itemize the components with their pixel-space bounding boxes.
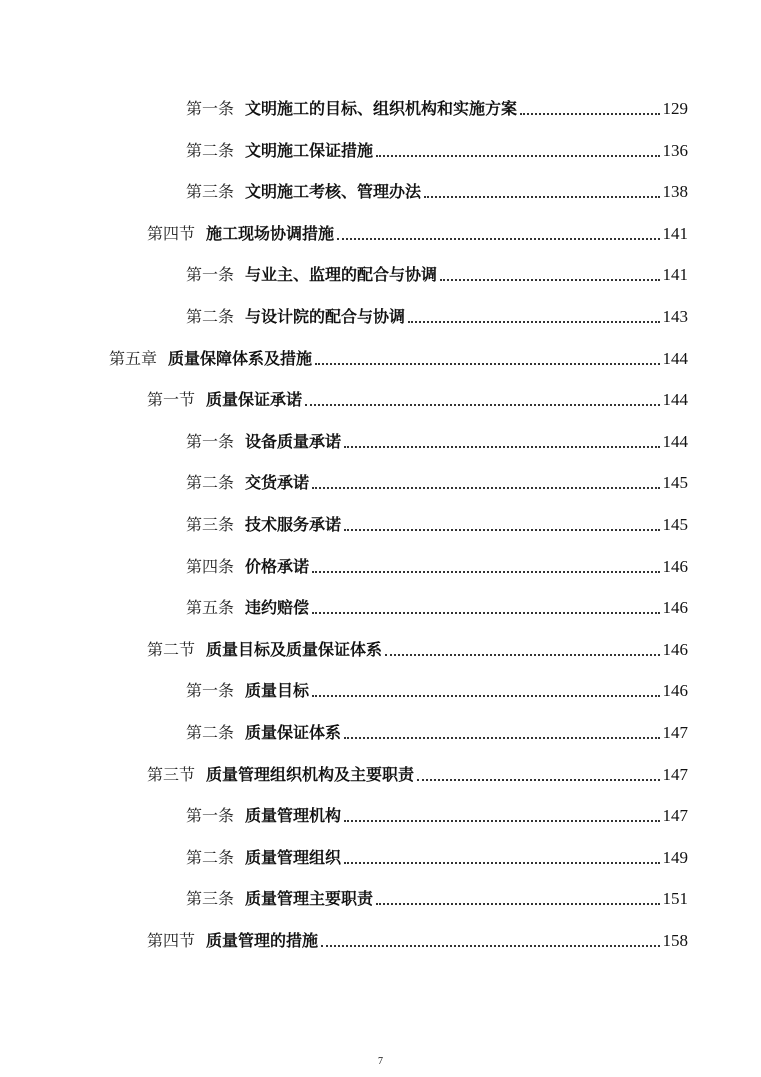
toc-entry-number: 第四节	[147, 931, 196, 950]
toc-entry-page: 146	[662, 640, 688, 659]
toc-entry-number: 第二条	[186, 848, 235, 867]
toc-entry-title: 质量保证承诺	[206, 390, 303, 409]
dot-leader	[312, 695, 659, 697]
toc-entry-number: 第一条	[186, 806, 235, 825]
toc-entry-page: 136	[662, 141, 688, 160]
toc-entry-number: 第二条	[186, 307, 235, 326]
toc-entry[interactable]	[186, 464, 688, 494]
dot-leader	[344, 529, 659, 531]
toc-entry-title: 质量保障体系及措施	[168, 349, 313, 368]
toc-entry[interactable]	[186, 132, 688, 162]
toc-entry[interactable]	[186, 423, 688, 453]
toc-entry-number: 第四条	[186, 557, 235, 576]
dot-leader	[440, 279, 659, 281]
dot-leader	[321, 945, 659, 947]
toc-entry-title: 违约赔偿	[245, 598, 310, 617]
dot-leader	[344, 820, 659, 822]
toc-entry-page: 146	[662, 557, 688, 576]
toc-entry[interactable]	[186, 797, 688, 827]
toc-entry-title: 与设计院的配合与协调	[245, 307, 406, 326]
toc-entry-page: 144	[662, 432, 688, 451]
dot-leader	[385, 654, 659, 656]
toc-entry-page: 158	[662, 931, 688, 950]
toc-entry[interactable]	[186, 880, 688, 910]
toc-entry-number: 第一条	[186, 432, 235, 451]
dot-leader	[312, 612, 659, 614]
toc-entry-title: 设备质量承诺	[245, 432, 342, 451]
toc-entry[interactable]	[186, 672, 688, 702]
toc-entry[interactable]	[186, 256, 688, 286]
toc-entry-page: 151	[662, 889, 688, 908]
toc-entry-number: 第二节	[147, 640, 196, 659]
toc-entry[interactable]	[186, 548, 688, 578]
toc-entry-page: 147	[662, 765, 688, 784]
toc-entry[interactable]	[147, 631, 688, 661]
toc-entry-page: 138	[662, 182, 688, 201]
toc-entry-number: 第二条	[186, 473, 235, 492]
dot-leader	[520, 113, 659, 115]
toc-entry[interactable]	[186, 298, 688, 328]
toc-entry[interactable]	[186, 506, 688, 536]
toc-entry[interactable]	[147, 381, 688, 411]
toc-entry-title: 文明施工保证措施	[245, 141, 374, 160]
toc-entry-page: 146	[662, 681, 688, 700]
page-number: 7	[378, 1056, 383, 1067]
toc-entry[interactable]	[186, 714, 688, 744]
toc-entry-title: 质量管理机构	[245, 806, 342, 825]
toc-entry-title: 质量管理组织	[245, 848, 342, 867]
toc-entry-number: 第三条	[186, 889, 235, 908]
toc-entry[interactable]	[147, 756, 688, 786]
toc-entry[interactable]	[147, 215, 688, 245]
toc-entry-title: 质量保证体系	[245, 723, 342, 742]
toc-entry-number: 第二条	[186, 141, 235, 160]
toc-entry-page: 143	[662, 307, 688, 326]
dot-leader	[376, 903, 659, 905]
toc-entry-title: 质量管理的措施	[206, 931, 319, 950]
toc-entry-number: 第一条	[186, 99, 235, 118]
dot-leader	[344, 862, 659, 864]
dot-leader	[337, 238, 659, 240]
toc-entry-number: 第三节	[147, 765, 196, 784]
toc-entry[interactable]	[186, 173, 688, 203]
toc-entry-title: 价格承诺	[245, 557, 310, 576]
dot-leader	[312, 571, 659, 573]
toc-entry-page: 129	[662, 99, 688, 118]
dot-leader	[344, 737, 659, 739]
toc-entry-number: 第一条	[186, 265, 235, 284]
toc-entry-page: 145	[662, 515, 688, 534]
toc-entry-title: 文明施工的目标、组织机构和实施方案	[245, 99, 518, 118]
dot-leader	[376, 155, 659, 157]
toc-entry-number: 第三条	[186, 515, 235, 534]
toc-entry-page: 146	[662, 598, 688, 617]
toc-entry-number: 第五章	[109, 349, 158, 368]
toc-entry-page: 144	[662, 390, 688, 409]
toc-entry-title: 交货承诺	[245, 473, 310, 492]
toc-entry[interactable]	[109, 340, 688, 370]
toc-entry-number: 第二条	[186, 723, 235, 742]
dot-leader	[424, 196, 659, 198]
toc-entry-page: 149	[662, 848, 688, 867]
toc-entry-page: 141	[662, 224, 688, 243]
toc-entry-title: 质量管理主要职责	[245, 889, 374, 908]
dot-leader	[315, 363, 659, 365]
toc-entry-title: 技术服务承诺	[245, 515, 342, 534]
toc-entry-title: 质量目标及质量保证体系	[206, 640, 383, 659]
toc-entry-title: 文明施工考核、管理办法	[245, 182, 422, 201]
dot-leader	[417, 779, 659, 781]
toc-entry-title: 与业主、监理的配合与协调	[245, 265, 438, 284]
toc-entry-number: 第四节	[147, 224, 196, 243]
toc-entry[interactable]	[147, 922, 688, 952]
dot-leader	[312, 487, 659, 489]
toc-entry-page: 147	[662, 723, 688, 742]
toc-entry-page: 141	[662, 265, 688, 284]
toc-entry-title: 质量管理组织机构及主要职责	[206, 765, 415, 784]
toc-entry-number: 第五条	[186, 598, 235, 617]
toc-entry-number: 第三条	[186, 182, 235, 201]
dot-leader	[344, 446, 659, 448]
toc-entry-page: 145	[662, 473, 688, 492]
toc-entry-page: 144	[662, 349, 688, 368]
toc-entry-number: 第一条	[186, 681, 235, 700]
toc-entry-number: 第一节	[147, 390, 196, 409]
toc-entry[interactable]	[186, 589, 688, 619]
dot-leader	[305, 404, 659, 406]
dot-leader	[408, 321, 659, 323]
toc-entry-title: 施工现场协调措施	[206, 224, 335, 243]
toc-entry-page: 147	[662, 806, 688, 825]
toc-entry[interactable]	[186, 839, 688, 869]
toc-entry[interactable]	[186, 90, 688, 120]
toc-entry-title: 质量目标	[245, 681, 310, 700]
